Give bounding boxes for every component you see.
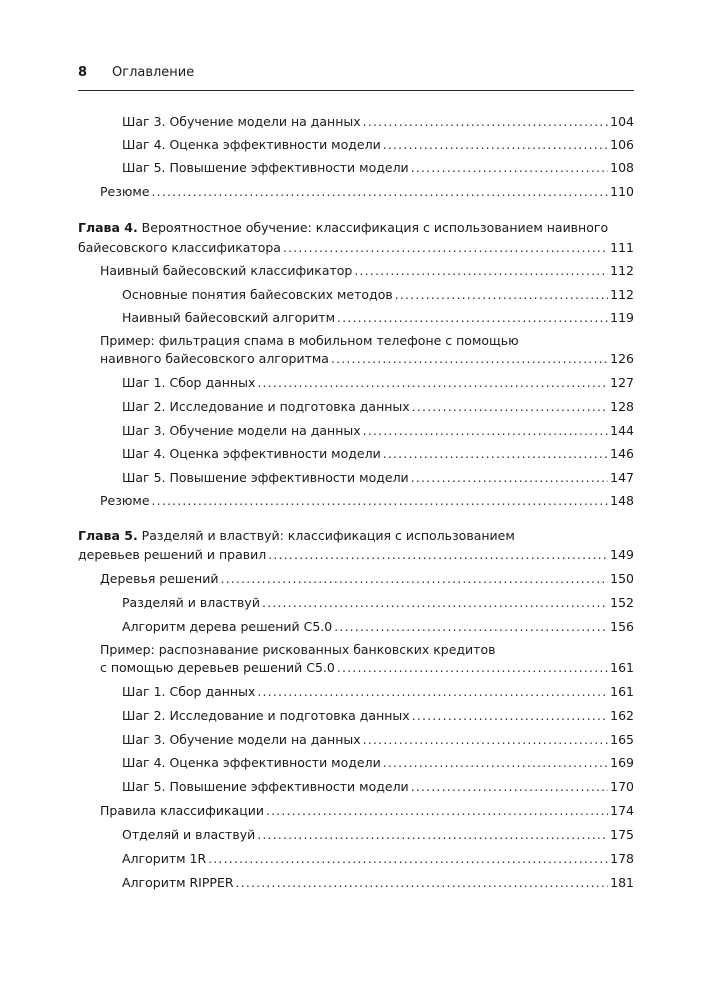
dot-leader [152, 495, 609, 508]
toc-entry[interactable]: Шаг 2. Исследование и подготовка данных . . . 162 [122, 710, 634, 723]
page-ref: 111 [610, 240, 634, 255]
toc-entry[interactable]: Алгоритм RIPPER . . . 181 [122, 877, 634, 890]
dot-leader [411, 781, 608, 794]
dot-leader [268, 549, 608, 562]
page-ref: 108 [610, 160, 634, 175]
dot-leader [331, 353, 608, 366]
page-ref: 106 [610, 137, 634, 152]
dot-leader [363, 425, 608, 438]
toc-entry[interactable]: Шаг 1. Сбор данных . . . 127 [122, 377, 634, 390]
toc-entry[interactable]: Деревья решений . . . 150 [100, 573, 634, 586]
page-ref: 104 [610, 114, 634, 129]
page-ref: 110 [610, 184, 634, 199]
page-ref: 156 [610, 619, 634, 634]
page-ref: 162 [610, 708, 634, 723]
page-ref: 126 [610, 351, 634, 366]
toc-entry[interactable]: Шаг 3. Обучение модели на данных . . . 165 [122, 734, 634, 747]
dot-leader [257, 829, 608, 842]
toc-entry[interactable]: Шаг 4. Оценка эффективности модели . . . 169 [122, 757, 634, 770]
toc-entry[interactable]: Наивный байесовский классификатор . . . 112 [100, 265, 634, 278]
header-rule [78, 90, 634, 91]
dot-leader [283, 242, 608, 255]
toc-entry[interactable]: Шаг 5. Повышение эффективности модели . . . 108 [122, 162, 634, 175]
page-ref: 127 [610, 375, 634, 390]
dot-leader [334, 621, 608, 634]
dot-leader [363, 734, 608, 747]
dot-leader [411, 472, 608, 485]
chapter-heading[interactable]: Глава 4. Вероятностное обучение: классификация с использованием наивного [78, 220, 609, 235]
dot-leader [257, 377, 608, 390]
toc-entry[interactable]: Шаг 5. Повышение эффективности модели . . . 147 [122, 472, 634, 485]
toc-entry[interactable]: Отделяй и властвуй . . . 175 [122, 829, 634, 842]
dot-leader [363, 116, 608, 129]
toc-entry[interactable]: Шаг 2. Исследование и подготовка данных . . . 128 [122, 401, 634, 414]
page-header [78, 66, 634, 84]
dot-leader [412, 401, 608, 414]
toc-entry-line[interactable]: Пример: фильтрация спама в мобильном телефоне с помощью [100, 333, 519, 348]
dot-leader [266, 805, 608, 818]
page-ref: 148 [610, 493, 634, 508]
toc-entry[interactable]: Правила классификации . . . 174 [100, 805, 634, 818]
page-ref: 112 [610, 287, 634, 302]
toc-entry[interactable]: Алгоритм дерева решений C5.0 . . . 156 [122, 621, 634, 634]
dot-leader [262, 597, 608, 610]
dot-leader [257, 686, 608, 699]
toc-entry-line[interactable]: Пример: распознавание рискованных банковских кредитов [100, 642, 496, 657]
page-ref: 150 [610, 571, 634, 586]
toc-entry[interactable]: с помощью деревьев решений C5.0 . . . 161 [100, 662, 634, 675]
toc-entry[interactable]: Алгоритм 1R . . . 178 [122, 853, 634, 866]
chapter-label: Глава 4. [78, 220, 138, 235]
toc-entry[interactable]: Шаг 1. Сбор данных . . . 161 [122, 686, 634, 699]
dot-leader [152, 186, 609, 199]
dot-leader [383, 139, 608, 152]
page-ref: 112 [610, 263, 634, 278]
page-ref: 178 [610, 851, 634, 866]
running-head: Оглавление [112, 65, 195, 80]
dot-leader [220, 573, 608, 586]
page-ref: 161 [610, 660, 634, 675]
page-ref: 152 [610, 595, 634, 610]
page-ref: 175 [610, 827, 634, 842]
toc-entry[interactable]: Резюме . . . 148 [100, 495, 634, 508]
page-number: 8 [78, 65, 88, 80]
page-ref: 170 [610, 779, 634, 794]
chapter-label: Глава 5. [78, 528, 138, 543]
toc-entry[interactable]: Шаг 3. Обучение модели на данных . . . 144 [122, 425, 634, 438]
toc-entry[interactable]: деревьев решений и правил . . . 149 [78, 549, 634, 562]
page-ref: 169 [610, 755, 634, 770]
toc-entry[interactable]: Наивный байесовский алгоритм . . . 119 [122, 312, 634, 325]
chapter-heading[interactable]: Глава 5. Разделяй и властвуй: классификация с использованием [78, 528, 515, 543]
page-ref: 149 [610, 547, 634, 562]
page-ref: 119 [610, 310, 634, 325]
page-ref: 161 [610, 684, 634, 699]
dot-leader [383, 757, 608, 770]
dot-leader [411, 162, 608, 175]
toc-entry[interactable]: Шаг 5. Повышение эффективности модели . . . 170 [122, 781, 634, 794]
page-ref: 144 [610, 423, 634, 438]
dot-leader [383, 448, 608, 461]
toc-entry[interactable]: Шаг 4. Оценка эффективности модели . . . 146 [122, 448, 634, 461]
toc-entry[interactable]: Резюме . . . 110 [100, 186, 634, 199]
dot-leader [337, 662, 608, 675]
page-ref: 181 [610, 875, 634, 890]
toc-entry[interactable]: Разделяй и властвуй . . . 152 [122, 597, 634, 610]
dot-leader [236, 877, 609, 890]
page-ref: 147 [610, 470, 634, 485]
toc-entry[interactable]: Шаг 4. Оценка эффективности модели . . . 106 [122, 139, 634, 152]
dot-leader [412, 710, 608, 723]
dot-leader [354, 265, 608, 278]
page-ref: 128 [610, 399, 634, 414]
toc-entry[interactable]: наивного байесовского алгоритма . . . 126 [100, 353, 634, 366]
dot-leader [208, 853, 608, 866]
page-ref: 165 [610, 732, 634, 747]
toc-entry[interactable]: Шаг 3. Обучение модели на данных . . . 104 [122, 116, 634, 129]
dot-leader [337, 312, 608, 325]
toc-entry[interactable]: байесовского классификатора . . . 111 [78, 242, 634, 255]
page-ref: 146 [610, 446, 634, 461]
page-ref: 174 [610, 803, 634, 818]
toc-entry[interactable]: Основные понятия байесовских методов . . . 112 [122, 289, 634, 302]
dot-leader [395, 289, 608, 302]
